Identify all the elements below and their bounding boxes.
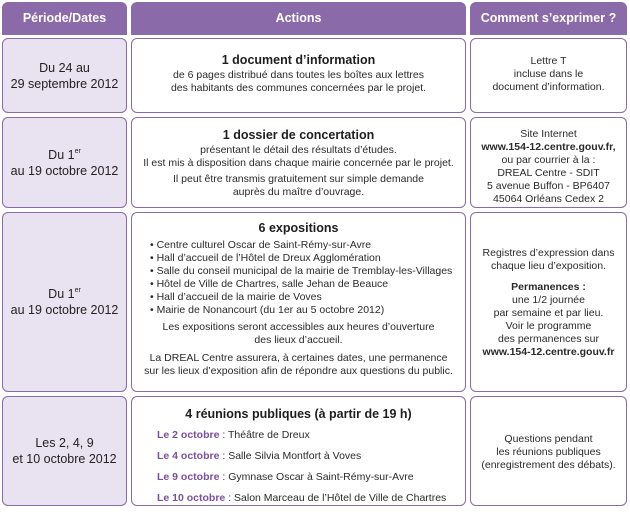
row2-actions xyxy=(131,117,466,208)
express-line: une 1/2 journée xyxy=(512,294,585,306)
action-text: des habitants des communes concernées par le projet. xyxy=(170,82,427,94)
express-line: Lettre T xyxy=(530,55,567,67)
meeting-date: Le 2 octobre xyxy=(157,429,220,441)
row4-actions xyxy=(131,396,466,506)
period-line: au 19 octobre 2012 xyxy=(10,303,119,317)
action-text: La DREAL Centre assurera, à certaines dates, une permanence xyxy=(149,352,448,364)
period-line: Du 24 au xyxy=(39,60,90,75)
list-item xyxy=(157,471,465,484)
meeting-place: : Gymnase Oscar à Saint-Rémy-sur-Avre xyxy=(219,471,414,483)
meeting-place: : Salon Marceau de l’Hôtel de Ville de Chartres xyxy=(225,492,447,504)
header-express: Comment s’exprimer ? xyxy=(470,2,627,35)
express-line: Registres d’expression dans xyxy=(482,247,615,259)
action-text: Les expositions seront accessibles aux heures d’ouverture xyxy=(162,321,435,333)
list-item: • Hôtel de Ville de Chartres, salle Jehan de Beauce xyxy=(150,278,465,291)
row3-express xyxy=(470,212,627,392)
row4-express xyxy=(470,396,627,506)
express-line: DREAL Centre - SDIT xyxy=(497,167,600,179)
period-sup: er xyxy=(74,147,81,155)
meeting-place: : Théâtre de Dreux xyxy=(219,429,310,441)
list-item: • Hall d’accueil de l’Hôtel de Dreux Agglomération xyxy=(150,252,465,265)
action-title: 1 document d’information xyxy=(221,53,376,67)
express-line: ou par courrier à la : xyxy=(501,154,596,166)
row4-period xyxy=(2,396,127,506)
express-line: (enregistrement des débats). xyxy=(481,459,616,471)
period-du: Du 1 xyxy=(48,147,75,162)
meeting-place: : Salle Silvia Montfort à Voves xyxy=(219,450,362,462)
express-line: les réunions publiques xyxy=(496,446,601,458)
meeting-date: Le 4 octobre xyxy=(157,450,220,462)
express-line: par semaine et par lieu. xyxy=(493,307,604,319)
list-item xyxy=(157,492,465,505)
period-line: et 10 octobre 2012 xyxy=(12,452,117,466)
period-line: 29 septembre 2012 xyxy=(10,76,119,91)
action-text: Il peut être transmis gratuitement sur simple demande xyxy=(173,173,424,185)
website-link[interactable]: www.154-12.centre.gouv.fr, xyxy=(481,141,616,153)
action-text: des lieux d’accueil. xyxy=(254,334,343,346)
list-item xyxy=(157,450,465,463)
list-item: • Salle du conseil municipal de la mairie de Tremblay-les-Villages xyxy=(150,265,465,278)
row2-period xyxy=(2,117,127,208)
express-line: document d’information. xyxy=(492,81,605,93)
list-item: • Hall d’accueil de la mairie de Voves xyxy=(150,291,465,304)
action-title: 1 dossier de concertation xyxy=(222,128,375,142)
list-item: • Centre culturel Oscar de Saint-Rémy-sur-Avre xyxy=(150,239,465,252)
list-item xyxy=(157,429,465,442)
row3-actions xyxy=(131,212,466,392)
action-text: de 6 pages distribué dans toutes les boîtes aux lettres xyxy=(173,69,424,81)
action-title: 6 expositions xyxy=(258,221,339,235)
meeting-date: Le 9 octobre xyxy=(157,471,220,483)
period-sup: er xyxy=(74,287,81,294)
row1-actions xyxy=(131,38,466,113)
row1-period xyxy=(2,38,127,113)
period-line xyxy=(48,147,81,163)
meeting-date: Le 10 octobre xyxy=(157,492,226,504)
website-link[interactable]: www.154-12.centre.gouv.fr xyxy=(482,346,615,358)
express-line: 5 avenue Buffon - BP6407 xyxy=(487,180,610,192)
express-line: Questions pendant xyxy=(504,433,593,445)
express-line: Site Internet xyxy=(520,128,577,140)
express-line: des permanences sur xyxy=(498,333,599,345)
express-line: chaque lieu d’exposition. xyxy=(491,260,606,272)
row3-period xyxy=(2,212,127,392)
exhibition-list xyxy=(150,239,465,317)
permanences-label: Permanences : xyxy=(511,281,586,293)
express-line: 45064 Orléans Cedex 2 xyxy=(493,193,604,205)
row2-express xyxy=(470,117,627,208)
concertation-table xyxy=(2,2,627,510)
meeting-list xyxy=(157,429,465,505)
period-line: au 19 octobre 2012 xyxy=(10,163,119,178)
action-text: Il est mis à disposition dans chaque mairie concernée par le projet. xyxy=(143,157,454,169)
action-text: présentant le détail des résultats d’études. xyxy=(200,144,397,156)
header-actions: Actions xyxy=(131,2,466,35)
action-text: sur les lieux d’exposition afin de répondre aux questions du public. xyxy=(144,365,453,377)
period-line: Les 2, 4, 9 xyxy=(35,436,94,450)
action-title: 4 réunions publiques (à partir de 19 h) xyxy=(185,407,412,421)
period-line xyxy=(48,286,81,302)
header-period: Période/Dates xyxy=(2,2,127,35)
row1-express xyxy=(470,38,627,113)
express-line: incluse dans le xyxy=(513,68,584,80)
express-line: Voir le programme xyxy=(505,320,592,332)
period-du: Du 1 xyxy=(48,287,75,301)
list-item: • Mairie de Nonancourt (du 1er au 5 octobre 2012) xyxy=(150,304,465,317)
action-text: auprès du maître d’ouvrage. xyxy=(232,186,365,198)
